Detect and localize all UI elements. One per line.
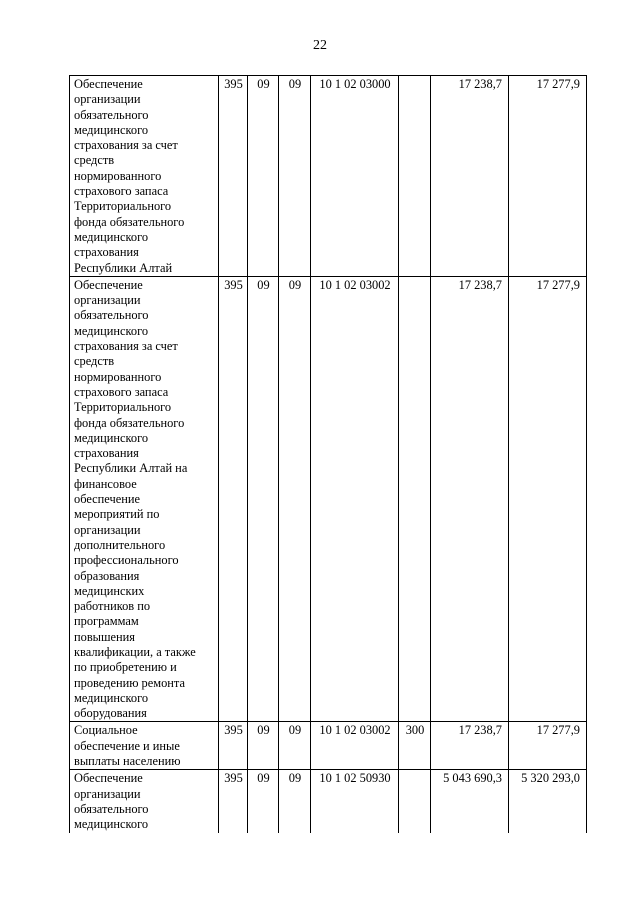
- item-name-line: повышения: [74, 629, 136, 644]
- item-name-line: медицинского: [74, 817, 149, 832]
- item-name-line: фонда обязательного: [74, 214, 185, 229]
- item-name-line: медицинского: [74, 229, 149, 244]
- target-article-cell: 10 1 02 03000: [311, 76, 399, 277]
- expense-type-cell: [399, 276, 431, 722]
- item-name-line: мероприятий по: [74, 507, 160, 522]
- item-name-line: дополнительного: [74, 537, 166, 552]
- amount-year-1-cell: 5 043 690,3: [431, 770, 509, 833]
- section-code-cell: 09: [248, 722, 279, 770]
- item-name-line: Обеспечение: [74, 277, 143, 292]
- item-name-line: квалификации, а также: [74, 644, 196, 659]
- item-name-line: организации: [74, 293, 141, 308]
- ministry-code-cell: 395: [219, 722, 248, 770]
- table-row: [70, 722, 587, 770]
- item-name-line: обязательного: [74, 801, 149, 816]
- amount-year-1-cell: 17 238,7: [431, 722, 509, 770]
- table-row: [70, 276, 587, 722]
- item-name-line: Территориального: [74, 199, 172, 214]
- amount-year-1-cell: 17 238,7: [431, 276, 509, 722]
- section-code-cell: 09: [248, 76, 279, 277]
- table-row: [70, 770, 587, 833]
- item-name-line: медицинского: [74, 430, 149, 445]
- item-name-cell: [70, 76, 219, 277]
- expense-type-cell: [399, 76, 431, 277]
- item-name-line: медицинского: [74, 690, 149, 705]
- target-article-cell: 10 1 02 03002: [311, 276, 399, 722]
- subsection-code-cell: 09: [279, 770, 311, 833]
- item-name-line: профессионального: [74, 553, 179, 568]
- section-code-cell: 09: [248, 276, 279, 722]
- item-name-line: Территориального: [74, 400, 172, 415]
- item-name-line: обеспечение и иные: [74, 738, 180, 753]
- item-name-line: обязательного: [74, 308, 149, 323]
- item-name-line: страхового запаса: [74, 384, 169, 399]
- item-name-line: страхового запаса: [74, 184, 169, 199]
- amount-year-2-cell: 5 320 293,0: [509, 770, 587, 833]
- page-number: 22: [313, 38, 327, 53]
- budget-table: [69, 75, 587, 833]
- subsection-code-cell: 09: [279, 276, 311, 722]
- item-name-line: финансовое: [74, 476, 137, 491]
- table-row: [70, 76, 587, 277]
- ministry-code-cell: 395: [219, 770, 248, 833]
- amount-year-2-cell: 17 277,9: [509, 276, 587, 722]
- item-name-line: средств: [74, 354, 115, 369]
- item-name-line: организации: [74, 786, 141, 801]
- item-name-cell: [70, 722, 219, 770]
- ministry-code-cell: 395: [219, 276, 248, 722]
- item-name-line: выплаты населению: [74, 754, 181, 769]
- item-name-line: страхования за счет: [74, 138, 178, 153]
- item-name-line: организации: [74, 522, 141, 537]
- item-name-cell: [70, 276, 219, 722]
- ministry-code-cell: 395: [219, 76, 248, 277]
- item-name-line: средств: [74, 153, 115, 168]
- subsection-code-cell: 09: [279, 76, 311, 277]
- item-name-line: обязательного: [74, 107, 149, 122]
- expense-type-cell: [399, 770, 431, 833]
- item-name-line: страхования: [74, 245, 139, 260]
- item-name-line: обеспечение: [74, 492, 140, 507]
- item-name-line: по приобретению и: [74, 660, 177, 675]
- item-name-line: программам: [74, 614, 139, 629]
- expense-type-cell: 300: [399, 722, 431, 770]
- item-name-line: медицинского: [74, 323, 149, 338]
- target-article-cell: 10 1 02 03002: [311, 722, 399, 770]
- item-name-line: Республики Алтай: [74, 260, 173, 275]
- item-name-line: медицинских: [74, 583, 145, 598]
- amount-year-2-cell: 17 277,9: [509, 722, 587, 770]
- item-name-line: медицинского: [74, 122, 149, 137]
- item-name-line: Социальное: [74, 723, 138, 738]
- amount-year-2-cell: 17 277,9: [509, 76, 587, 277]
- item-name-line: проведению ремонта: [74, 675, 185, 690]
- section-code-cell: 09: [248, 770, 279, 833]
- item-name-line: Обеспечение: [74, 77, 143, 91]
- item-name-line: страхования: [74, 446, 139, 461]
- item-name-line: страхования за счет: [74, 339, 178, 354]
- subsection-code-cell: 09: [279, 722, 311, 770]
- item-name-cell: [70, 770, 219, 833]
- item-name-line: работников по: [74, 599, 151, 614]
- item-name-line: оборудования: [74, 706, 147, 721]
- item-name-line: образования: [74, 568, 140, 583]
- item-name-line: Обеспечение: [74, 771, 143, 786]
- item-name-line: организации: [74, 92, 141, 107]
- target-article-cell: 10 1 02 50930: [311, 770, 399, 833]
- item-name-line: нормированного: [74, 369, 162, 384]
- item-name-line: Республики Алтай на: [74, 461, 188, 476]
- item-name-line: нормированного: [74, 168, 162, 183]
- item-name-line: фонда обязательного: [74, 415, 185, 430]
- amount-year-1-cell: 17 238,7: [431, 76, 509, 277]
